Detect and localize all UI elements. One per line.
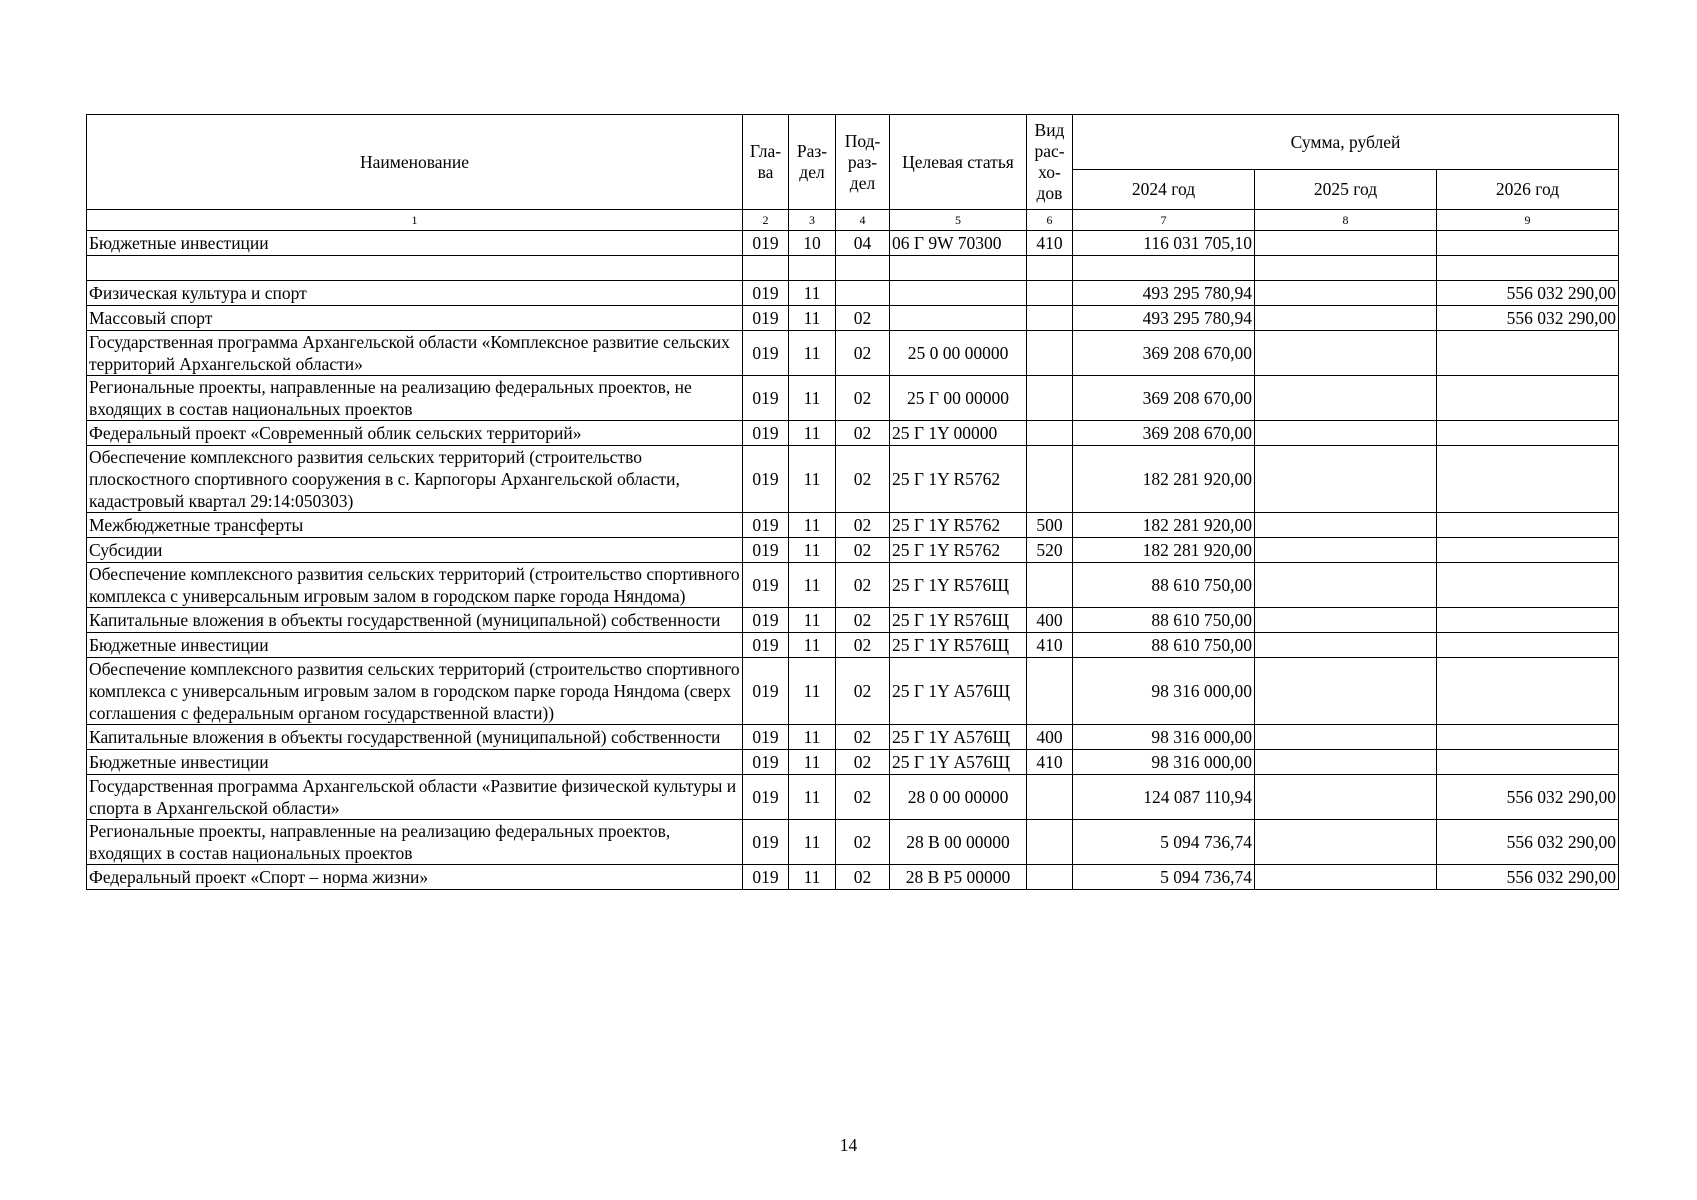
row-target-cell: 28 В 00 00000	[890, 820, 1027, 865]
column-number-row	[87, 210, 1619, 231]
row-target-cell: 25 Г 1Y R576Щ	[890, 563, 1027, 608]
table-row	[87, 725, 1619, 750]
row-podrazdel-cell	[836, 256, 890, 281]
row-vid-cell: 400	[1027, 725, 1073, 750]
row-name-cell: Капитальные вложения в объекты государственной (муниципальной) собственности	[87, 608, 743, 633]
row-target-cell: 25 Г 1Y R5762	[890, 513, 1027, 538]
row-name-cell: Государственная программа Архангельской области «Комплексное развитие сельских территорий Архангельской области»	[87, 331, 743, 376]
row-glava-cell: 019	[743, 563, 789, 608]
row-sum-2024-cell: 5 094 736,74	[1073, 865, 1255, 890]
row-vid-cell: 400	[1027, 608, 1073, 633]
row-sum-2026-cell	[1437, 513, 1619, 538]
row-name-cell: Федеральный проект «Современный облик сельских территорий»	[87, 421, 743, 446]
row-vid-cell	[1027, 256, 1073, 281]
row-glava-cell: 019	[743, 306, 789, 331]
row-sum-2024-cell: 369 208 670,00	[1073, 331, 1255, 376]
row-vid-cell	[1027, 820, 1073, 865]
row-vid-cell	[1027, 281, 1073, 306]
table-row	[87, 608, 1619, 633]
row-podrazdel-cell: 02	[836, 563, 890, 608]
column-number-cell: 2	[743, 210, 789, 231]
header-row	[87, 115, 1619, 170]
column-number-cell: 7	[1073, 210, 1255, 231]
row-glava-cell: 019	[743, 538, 789, 563]
row-glava-cell: 019	[743, 750, 789, 775]
row-sum-2024-cell: 124 087 110,94	[1073, 775, 1255, 820]
row-name-cell: Субсидии	[87, 538, 743, 563]
table-row	[87, 865, 1619, 890]
row-glava-cell: 019	[743, 376, 789, 421]
row-sum-2026-cell	[1437, 231, 1619, 256]
row-target-cell: 25 Г 1Y А576Щ	[890, 725, 1027, 750]
budget-table	[86, 114, 1619, 890]
row-podrazdel-cell: 02	[836, 376, 890, 421]
row-sum-2024-cell: 98 316 000,00	[1073, 658, 1255, 725]
row-sum-2026-cell	[1437, 331, 1619, 376]
row-name-cell: Межбюджетные трансферты	[87, 513, 743, 538]
row-razdel-cell: 11	[789, 281, 836, 306]
row-sum-2026-cell	[1437, 633, 1619, 658]
row-name-cell: Обеспечение комплексного развития сельских территорий (строительство плоскостного спортивного сооружения в с. Карпогоры Архангельской области, кадастровый квартал 29:14:050303)	[87, 446, 743, 513]
row-vid-cell	[1027, 865, 1073, 890]
row-name-cell: Региональные проекты, направленные на реализацию федеральных проектов, входящих в состав национальных проектов	[87, 820, 743, 865]
table-row	[87, 750, 1619, 775]
row-sum-2025-cell	[1255, 725, 1437, 750]
row-podrazdel-cell	[836, 281, 890, 306]
row-podrazdel-cell: 02	[836, 331, 890, 376]
row-podrazdel-cell: 02	[836, 421, 890, 446]
row-vid-cell	[1027, 658, 1073, 725]
row-sum-2025-cell	[1255, 331, 1437, 376]
row-sum-2024-cell: 369 208 670,00	[1073, 421, 1255, 446]
header-glava: Гла-ва	[743, 115, 789, 210]
row-target-cell: 06 Г 9W 70300	[890, 231, 1027, 256]
row-target-cell: 25 Г 1Y 00000	[890, 421, 1027, 446]
row-sum-2026-cell: 556 032 290,00	[1437, 775, 1619, 820]
row-glava-cell: 019	[743, 421, 789, 446]
header-target: Целевая статья	[890, 115, 1027, 210]
row-glava-cell: 019	[743, 725, 789, 750]
table-row	[87, 421, 1619, 446]
row-sum-2025-cell	[1255, 633, 1437, 658]
row-podrazdel-cell: 02	[836, 750, 890, 775]
row-sum-2025-cell	[1255, 513, 1437, 538]
row-razdel-cell: 11	[789, 725, 836, 750]
row-sum-2025-cell	[1255, 281, 1437, 306]
row-name-cell: Физическая культура и спорт	[87, 281, 743, 306]
row-glava-cell: 019	[743, 231, 789, 256]
row-vid-cell	[1027, 775, 1073, 820]
column-number-cell: 9	[1437, 210, 1619, 231]
row-sum-2025-cell	[1255, 865, 1437, 890]
row-sum-2024-cell: 98 316 000,00	[1073, 750, 1255, 775]
row-sum-2024-cell: 5 094 736,74	[1073, 820, 1255, 865]
header-year-2025: 2025 год	[1255, 170, 1437, 210]
row-podrazdel-cell: 02	[836, 865, 890, 890]
table-row	[87, 775, 1619, 820]
row-razdel-cell: 11	[789, 820, 836, 865]
row-sum-2025-cell	[1255, 306, 1437, 331]
column-number-cell: 3	[789, 210, 836, 231]
row-podrazdel-cell: 02	[836, 633, 890, 658]
page-number: 14	[839, 1135, 858, 1155]
header-year-2026: 2026 год	[1437, 170, 1619, 210]
row-vid-cell	[1027, 421, 1073, 446]
table-row	[87, 306, 1619, 331]
table-row	[87, 331, 1619, 376]
row-sum-2024-cell: 182 281 920,00	[1073, 513, 1255, 538]
row-vid-cell: 410	[1027, 231, 1073, 256]
header-podrazdel: Под-раз-дел	[836, 115, 890, 210]
row-glava-cell: 019	[743, 820, 789, 865]
row-sum-2025-cell	[1255, 563, 1437, 608]
table-row	[87, 446, 1619, 513]
row-sum-2025-cell	[1255, 658, 1437, 725]
row-podrazdel-cell: 02	[836, 725, 890, 750]
row-podrazdel-cell: 02	[836, 446, 890, 513]
header-year-2024: 2024 год	[1073, 170, 1255, 210]
row-sum-2024-cell: 493 295 780,94	[1073, 281, 1255, 306]
row-name-cell: Региональные проекты, направленные на реализацию федеральных проектов, не входящих в состав национальных проектов	[87, 376, 743, 421]
table-row	[87, 563, 1619, 608]
row-target-cell: 25 Г 1Y А576Щ	[890, 658, 1027, 725]
row-target-cell: 28 0 00 00000	[890, 775, 1027, 820]
table-row	[87, 633, 1619, 658]
row-vid-cell	[1027, 306, 1073, 331]
row-podrazdel-cell: 04	[836, 231, 890, 256]
row-sum-2026-cell	[1437, 376, 1619, 421]
row-sum-2025-cell	[1255, 538, 1437, 563]
row-glava-cell: 019	[743, 281, 789, 306]
row-sum-2026-cell: 556 032 290,00	[1437, 820, 1619, 865]
row-sum-2026-cell	[1437, 608, 1619, 633]
row-glava-cell: 019	[743, 608, 789, 633]
row-name-cell: Массовый спорт	[87, 306, 743, 331]
table-row	[87, 658, 1619, 725]
row-sum-2025-cell	[1255, 820, 1437, 865]
row-name-cell: Бюджетные инвестиции	[87, 633, 743, 658]
row-sum-2025-cell	[1255, 231, 1437, 256]
row-razdel-cell	[789, 256, 836, 281]
row-target-cell: 25 Г 1Y А576Щ	[890, 750, 1027, 775]
row-sum-2026-cell	[1437, 563, 1619, 608]
table-row	[87, 256, 1619, 281]
header-vid: Вид рас-хо-дов	[1027, 115, 1073, 210]
row-vid-cell: 410	[1027, 633, 1073, 658]
column-number-cell: 4	[836, 210, 890, 231]
row-razdel-cell: 11	[789, 608, 836, 633]
row-glava-cell: 019	[743, 446, 789, 513]
column-number-cell: 1	[87, 210, 743, 231]
row-sum-2025-cell	[1255, 421, 1437, 446]
column-number-cell: 8	[1255, 210, 1437, 231]
row-razdel-cell: 11	[789, 563, 836, 608]
row-target-cell	[890, 306, 1027, 331]
row-target-cell: 25 Г 1Y R576Щ	[890, 608, 1027, 633]
row-glava-cell: 019	[743, 633, 789, 658]
row-podrazdel-cell: 02	[836, 513, 890, 538]
row-razdel-cell: 11	[789, 538, 836, 563]
row-name-cell: Государственная программа Архангельской области «Развитие физической культуры и спорта в Архангельской области»	[87, 775, 743, 820]
row-sum-2024-cell	[1073, 256, 1255, 281]
row-sum-2024-cell: 493 295 780,94	[1073, 306, 1255, 331]
table-row	[87, 513, 1619, 538]
row-sum-2025-cell	[1255, 446, 1437, 513]
row-razdel-cell: 11	[789, 633, 836, 658]
row-sum-2025-cell	[1255, 750, 1437, 775]
table-row	[87, 820, 1619, 865]
row-sum-2026-cell	[1437, 256, 1619, 281]
row-razdel-cell: 11	[789, 658, 836, 725]
row-glava-cell: 019	[743, 658, 789, 725]
row-vid-cell	[1027, 563, 1073, 608]
row-razdel-cell: 11	[789, 306, 836, 331]
row-sum-2024-cell: 116 031 705,10	[1073, 231, 1255, 256]
row-razdel-cell: 11	[789, 513, 836, 538]
row-name-cell: Федеральный проект «Спорт – норма жизни»	[87, 865, 743, 890]
row-razdel-cell: 10	[789, 231, 836, 256]
row-name-cell: Обеспечение комплексного развития сельских территорий (строительство спортивного комплекса с универсальным игровым залом в городском парке города Няндома)	[87, 563, 743, 608]
row-target-cell	[890, 256, 1027, 281]
row-sum-2026-cell	[1437, 750, 1619, 775]
row-target-cell: 25 Г 1Y R5762	[890, 446, 1027, 513]
row-glava-cell	[743, 256, 789, 281]
row-vid-cell: 500	[1027, 513, 1073, 538]
row-vid-cell: 520	[1027, 538, 1073, 563]
row-podrazdel-cell: 02	[836, 775, 890, 820]
table-row	[87, 231, 1619, 256]
row-name-cell: Бюджетные инвестиции	[87, 750, 743, 775]
row-sum-2024-cell: 88 610 750,00	[1073, 633, 1255, 658]
header-razdel: Раз-дел	[789, 115, 836, 210]
row-name-cell: Капитальные вложения в объекты государственной (муниципальной) собственности	[87, 725, 743, 750]
row-sum-2024-cell: 182 281 920,00	[1073, 446, 1255, 513]
row-glava-cell: 019	[743, 513, 789, 538]
row-target-cell	[890, 281, 1027, 306]
row-sum-2026-cell	[1437, 446, 1619, 513]
row-glava-cell: 019	[743, 331, 789, 376]
column-number-cell: 5	[890, 210, 1027, 231]
row-razdel-cell: 11	[789, 865, 836, 890]
row-podrazdel-cell: 02	[836, 820, 890, 865]
row-sum-2026-cell: 556 032 290,00	[1437, 306, 1619, 331]
row-sum-2024-cell: 369 208 670,00	[1073, 376, 1255, 421]
row-sum-2025-cell	[1255, 376, 1437, 421]
row-sum-2026-cell: 556 032 290,00	[1437, 281, 1619, 306]
row-razdel-cell: 11	[789, 750, 836, 775]
row-target-cell: 25 Г 1Y R576Щ	[890, 633, 1027, 658]
row-podrazdel-cell: 02	[836, 538, 890, 563]
row-sum-2026-cell	[1437, 725, 1619, 750]
row-target-cell: 28 В P5 00000	[890, 865, 1027, 890]
column-number-cell: 6	[1027, 210, 1073, 231]
row-sum-2024-cell: 182 281 920,00	[1073, 538, 1255, 563]
row-name-cell: Бюджетные инвестиции	[87, 231, 743, 256]
table-row	[87, 281, 1619, 306]
row-sum-2026-cell	[1437, 658, 1619, 725]
row-razdel-cell: 11	[789, 775, 836, 820]
header-name: Наименование	[87, 115, 743, 210]
row-sum-2024-cell: 88 610 750,00	[1073, 608, 1255, 633]
row-name-cell: Обеспечение комплексного развития сельских территорий (строительство спортивного комплекса с универсальным игровым залом в городском парке города Няндома (сверх соглашения с федеральным органом государственной власти))	[87, 658, 743, 725]
row-razdel-cell: 11	[789, 421, 836, 446]
row-glava-cell: 019	[743, 865, 789, 890]
row-vid-cell	[1027, 331, 1073, 376]
row-sum-2025-cell	[1255, 775, 1437, 820]
row-glava-cell: 019	[743, 775, 789, 820]
row-vid-cell: 410	[1027, 750, 1073, 775]
row-sum-2025-cell	[1255, 608, 1437, 633]
row-target-cell: 25 Г 1Y R5762	[890, 538, 1027, 563]
row-podrazdel-cell: 02	[836, 608, 890, 633]
row-vid-cell	[1027, 376, 1073, 421]
table-body	[87, 231, 1619, 890]
header-sum: Сумма, рублей	[1073, 115, 1619, 170]
row-sum-2024-cell: 98 316 000,00	[1073, 725, 1255, 750]
row-razdel-cell: 11	[789, 376, 836, 421]
row-sum-2024-cell: 88 610 750,00	[1073, 563, 1255, 608]
table-row	[87, 538, 1619, 563]
row-sum-2026-cell	[1437, 538, 1619, 563]
row-sum-2026-cell	[1437, 421, 1619, 446]
row-target-cell: 25 Г 00 00000	[890, 376, 1027, 421]
row-name-cell	[87, 256, 743, 281]
row-sum-2026-cell: 556 032 290,00	[1437, 865, 1619, 890]
row-razdel-cell: 11	[789, 331, 836, 376]
row-target-cell: 25 0 00 00000	[890, 331, 1027, 376]
row-sum-2025-cell	[1255, 256, 1437, 281]
row-podrazdel-cell: 02	[836, 658, 890, 725]
row-vid-cell	[1027, 446, 1073, 513]
row-razdel-cell: 11	[789, 446, 836, 513]
table-row	[87, 376, 1619, 421]
row-podrazdel-cell: 02	[836, 306, 890, 331]
